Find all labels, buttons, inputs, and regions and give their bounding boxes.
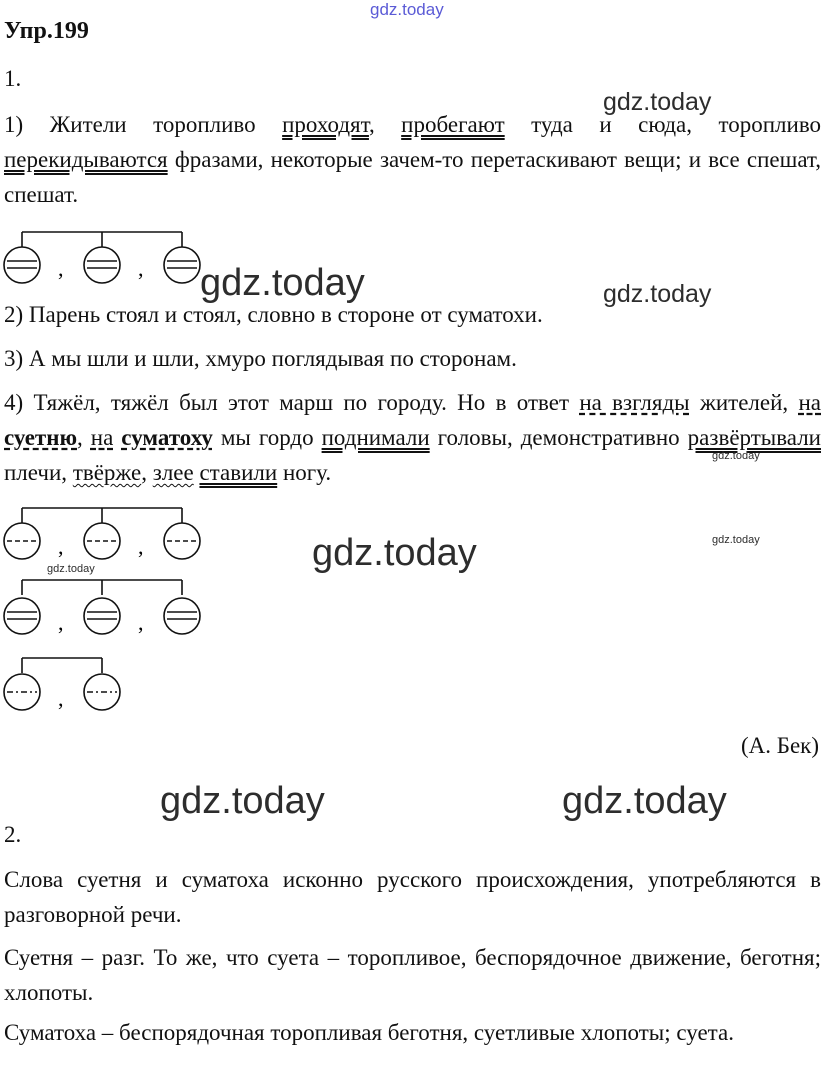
scheme-comma: ,: [58, 534, 64, 559]
paragraph-origin: Слова суетня и суматоха исконно русского происхождения, употребляются в разговорной речи.: [4, 867, 821, 927]
predicate: проходят: [282, 112, 369, 137]
definition-sumatokha: Суматоха – беспорядочная торопливая беготня, суетливые хлопоты; суета.: [4, 1020, 734, 1045]
scheme-1: [4, 230, 204, 290]
comma: ,: [368, 112, 375, 137]
watermark: gdz.today: [200, 262, 365, 304]
scheme-2: [4, 506, 204, 566]
watermark: gdz.today: [47, 563, 95, 575]
watermark: gdz.today: [603, 280, 712, 308]
text-fragment: жителей,: [699, 390, 789, 415]
scheme-3: [4, 578, 204, 638]
text-fragment: Жители торопливо: [49, 112, 256, 137]
scheme-circle: [164, 247, 200, 283]
predicate: пробегают: [401, 112, 505, 137]
predicate: ставили: [199, 460, 278, 485]
comma: ,: [77, 425, 83, 450]
scheme-circle: [164, 598, 200, 634]
scheme-comma: ,: [138, 610, 144, 635]
watermark: gdz.today: [312, 532, 477, 574]
watermark: gdz.today: [712, 534, 760, 546]
scheme-circle: [4, 598, 40, 634]
object: на: [798, 390, 822, 415]
comma: ,: [141, 460, 147, 485]
watermark: gdz.today: [370, 0, 444, 19]
sentence-1-number: 1): [4, 112, 24, 137]
text-fragment: ногу.: [282, 460, 332, 485]
sentence-3: 3) А мы шли и шли, хмуро поглядывая по сторонам.: [4, 346, 517, 371]
text-fragment: 4) Тяжёл, тяжёл был этот марш по городу. Но в ответ: [4, 390, 570, 415]
sentence-4: [4, 385, 821, 490]
scheme-circle: [84, 598, 120, 634]
watermark: gdz.today: [712, 450, 760, 462]
watermark: gdz.today: [160, 780, 325, 822]
scheme-circle: [4, 247, 40, 283]
predicate: поднимали: [321, 425, 430, 450]
adverbial: твёрже: [72, 460, 142, 485]
scheme-circle: [84, 247, 120, 283]
section-2-label: 2.: [4, 822, 22, 847]
text-fragment: туда и сюда, торопливо: [531, 112, 822, 137]
predicate: перекидываются: [4, 147, 168, 172]
text-fragment: фразами, некоторые зачем-то перетаскивают вещи; и все спешат, спешат.: [4, 147, 821, 207]
sentence-1: [4, 107, 821, 212]
object: на взгляды: [579, 390, 690, 415]
predicate: развёртывали: [687, 425, 821, 450]
scheme-comma: ,: [58, 686, 64, 711]
text-fragment: мы гордо: [220, 425, 314, 450]
object-word: суматоху: [121, 425, 213, 450]
scheme-comma: ,: [58, 256, 64, 281]
object-word: суетню: [4, 425, 78, 450]
definition-suetnya: Суетня – разг. То же, что суета – торопливое, беспорядочное движение, беготня; хлопоты.: [4, 945, 821, 1005]
scheme-comma: ,: [138, 534, 144, 559]
adverbial: злее: [152, 460, 194, 485]
section-1-label: 1.: [4, 66, 22, 91]
scheme-comma: ,: [138, 256, 144, 281]
watermark: gdz.today: [603, 88, 712, 116]
watermark: gdz.today: [562, 780, 727, 822]
object: на: [90, 425, 114, 450]
exercise-title: Упр.199: [4, 18, 89, 44]
sentence-2: 2) Парень стоял и стоял, словно в стороне от суматохи.: [4, 302, 543, 327]
scheme-comma: ,: [58, 610, 64, 635]
text-fragment: плечи,: [4, 460, 68, 485]
author-credit: (А. Бек): [740, 733, 819, 758]
scheme-4: [4, 656, 134, 716]
text-fragment: головы, демонстративно: [437, 425, 680, 450]
